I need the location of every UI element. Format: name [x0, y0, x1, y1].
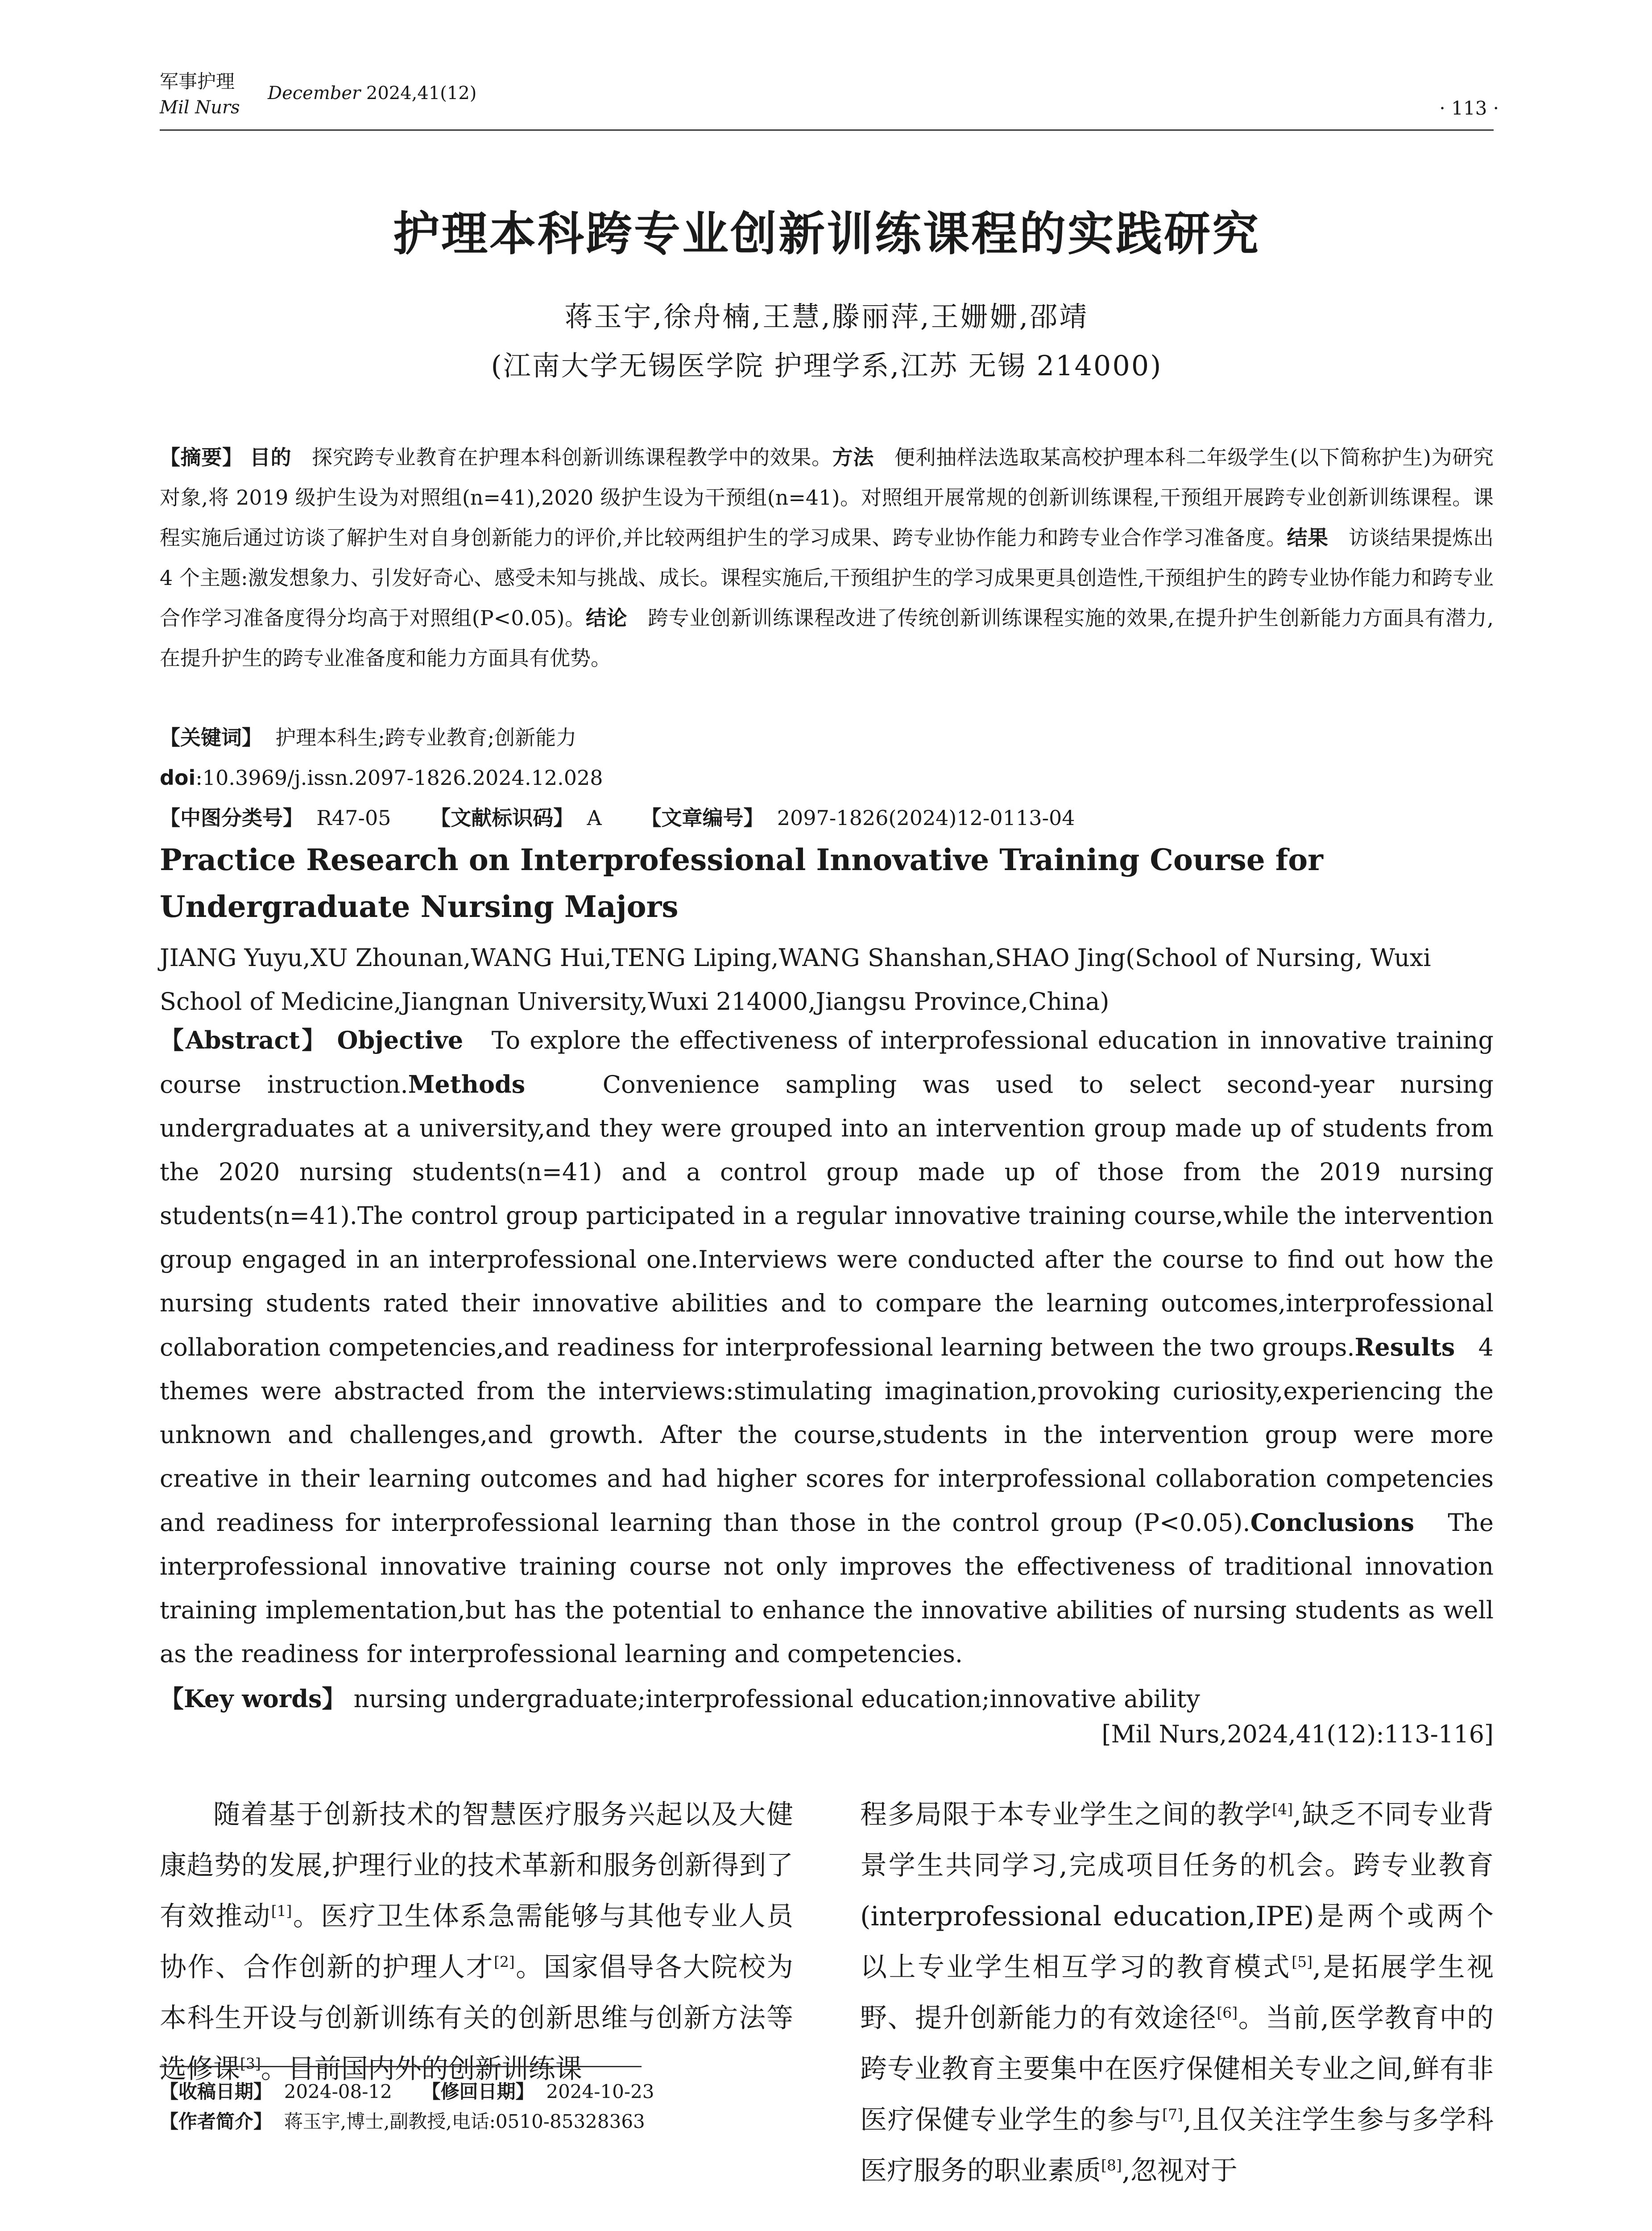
body-text: ,缺乏不同专业背景学生共同学习,完成项目任务的机会。跨专业教育(interprofessional education,IPE)是两个或两个以上专业学生相互学习的教育模式: [860, 1799, 1494, 1983]
paper-title: 护理本科跨专业创新训练课程的实践研究: [393, 207, 1260, 261]
en-keywords-label: 【Key words】: [160, 1684, 346, 1713]
reference-marker: [2]: [494, 1953, 515, 1970]
cn-abstract-label: 【摘要】: [160, 445, 243, 469]
body-text: 。当前,医学教育中的跨专业教育主要集中在医疗保健相关专业之间,鲜有非医疗保健专业学生的参与: [860, 2003, 1494, 2136]
doi-line: [160, 758, 1494, 798]
issue-date: [268, 83, 476, 104]
cn-methods-text: 便利抽样法选取某高校护理本科二年级学生(以下简称护生)为研究对象,将 2019 级护生设为对照组(n=41),2020 级护生设为干预组(n=41)。对照组开展常规的创新训练课程,干预组开展跨专业创新训练课程。课程实施后通过访谈了解护生对自身创新能力的评价,并比较两组护生的学习成果、跨专业协作能力和跨专业合作学习准备度。: [160, 445, 1494, 550]
cn-keywords-text: 护理本科生;跨专业教育;创新能力: [275, 726, 577, 750]
en-conclusions-label: Conclusions: [1250, 1508, 1415, 1537]
issue-month: December: [268, 83, 361, 104]
body-text: 随着基于创新技术的智慧医疗服务兴起以及大健康趋势的发展,护理行业的技术革新和服务创新得到了有效推动: [160, 1799, 793, 1932]
page-number: · 113 ·: [1439, 97, 1499, 119]
cn-keywords: [160, 717, 1494, 758]
en-abstract-label: 【Abstract】: [160, 1026, 328, 1054]
body-text: ,是拓展学生视野、提升创新能力的有效途径: [860, 1952, 1494, 2034]
article-no-label: 【文章编号】: [641, 806, 764, 830]
english-keywords: [160, 1677, 1494, 1721]
revised-date: 2024-10-23: [546, 2081, 654, 2102]
footnote-author: [160, 2107, 829, 2136]
reference-marker: [4]: [1272, 1800, 1293, 1818]
en-results-text: 4 themes were abstracted from the interviews:stimulating imagination,provoking curiosity,experiencing the unknown and challenges,and growth. After the course,students in the intervention group were more creative in their learning outcomes and had higher scores for interprofessional collaboration competencies and readiness for interprofessional learning than those in the control group (P<0.05).: [160, 1333, 1494, 1537]
doi-text: :10.3969/j.issn.2097-1826.2024.12.028: [195, 766, 603, 790]
en-methods-text: Convenience sampling was used to select second-year nursing undergraduates at a university,and they were grouped into an intervention group made up of students from the 2020 nursing students(n=41) and a control group made up of those from the 2019 nursing students(n=41).The control group participated in a regular innovative training course,while the intervention group engaged in an interprofessional one.Interviews were conducted after the course to find out how the nursing students rated their innovative abilities and to compare the learning outcomes,interprofessional collaboration competencies,and readiness for interprofessional learning between the two groups.: [160, 1070, 1494, 1361]
classification-line: [160, 798, 1494, 838]
cn-conclusion-label: 结论: [585, 606, 628, 630]
body-column-right: [860, 1789, 1494, 2196]
cn-results-text: 访谈结果提炼出 4 个主题:激发想象力、引发好奇心、感受未知与挑战、成长。课程实施后,干预组护生的学习成果更具创造性,干预组护生的跨专业协作能力和跨专业合作学习准备度得分均高于对照组(P<0.05)。: [160, 526, 1494, 630]
reference-marker: [1]: [271, 1902, 292, 1920]
cn-conclusion-text: 跨专业创新训练课程改进了传统创新训练课程实施的效果,在提升护生创新能力方面具有潜力,在提升护生的跨专业准备度和能力方面具有优势。: [160, 606, 1494, 670]
doc-code-label: 【文献标识码】: [430, 806, 574, 830]
doc-code-value: A: [587, 806, 602, 830]
body-column-left: [160, 1789, 793, 2094]
received-date: 2024-08-12: [284, 2081, 392, 2102]
body-text: 。国家倡导各大院校为本科生开设与创新训练有关的创新思维与创新方法等选修课: [160, 1952, 794, 2085]
cn-results-label: 结果: [1287, 526, 1329, 550]
author-bio-label: 【作者简介】: [160, 2111, 273, 2132]
header-rule: [160, 129, 1494, 131]
author-bio: 蒋玉宇,博士,副教授,电话:0510-85328363: [284, 2111, 645, 2132]
affiliation: (江南大学无锡医学院 护理学系,江苏 无锡 214000): [491, 349, 1163, 382]
en-objective-text: To explore the effectiveness of interprofessional education in innovative training course instruction.: [160, 1026, 1494, 1099]
cn-methods-label: 方法: [832, 445, 874, 469]
clc-label: 【中图分类号】: [160, 806, 303, 830]
cn-keywords-label: 【关键词】: [160, 726, 262, 750]
cn-objective-text: 探究跨专业教育在护理本科创新训练课程教学中的效果。: [312, 445, 832, 469]
cn-abstract: [160, 437, 1494, 723]
footnote-rule: [160, 2066, 642, 2067]
revised-label: 【修回日期】: [422, 2081, 534, 2102]
body-text: ,且仅关注学生参与多学科医疗服务的职业素质: [860, 2104, 1494, 2186]
received-label: 【收稿日期】: [160, 2081, 273, 2102]
journal-name-cn: 军事护理: [160, 70, 235, 92]
english-authors: JIANG Yuyu,XU Zhounan,WANG Hui,TENG Liping,WANG Shanshan,SHAO Jing(School of Nursing, Wuxi School of Medicine,Jiangnan University,Wuxi 214000,Jiangsu Province,China): [160, 944, 1431, 1016]
reference-marker: [8]: [1101, 2156, 1122, 2174]
en-objective-label: Objective: [337, 1026, 464, 1054]
reference-marker: [7]: [1162, 2106, 1183, 2123]
en-conclusions-text: The interprofessional innovative training course not only improves the effectiveness of traditional innovation training implementation,but has the potential to enhance the innovative abilities of nursing students as well as the readiness for interprofessional learning and competencies.: [160, 1509, 1494, 1668]
author-list: 蒋玉宇,徐舟楠,王慧,滕丽萍,王姗姗,邵靖: [564, 300, 1089, 333]
english-abstract: [160, 1018, 1494, 1676]
issue-number: 2024,41(12): [366, 83, 477, 104]
reference-marker: [6]: [1217, 2004, 1238, 2021]
english-title: Practice Research on Interprofessional Innovative Training Course for Undergraduate Nursing Majors: [160, 842, 1323, 924]
body-text: 。目前国内外的创新训练课: [261, 2053, 582, 2085]
reference-marker: [3]: [240, 2055, 261, 2072]
body-text: 。医疗卫生体系急需能够与其他专业人员协作、合作创新的护理人才: [160, 1901, 794, 1983]
journal-name-en: Mil Nurs: [160, 97, 240, 118]
footnote-dates: [160, 2077, 829, 2107]
en-methods-label: Methods: [408, 1070, 526, 1099]
reference-marker: [5]: [1292, 1953, 1313, 1970]
en-results-label: Results: [1354, 1333, 1455, 1361]
citation: [Mil Nurs,2024,41(12):113-116]: [1101, 1720, 1494, 1748]
clc-value: R47-05: [316, 806, 391, 830]
en-keywords-text: nursing undergraduate;interprofessional education;innovative ability: [353, 1685, 1200, 1713]
body-text: 程多局限于本专业学生之间的教学: [860, 1799, 1272, 1830]
body-text: ,忽视对于: [1122, 2155, 1238, 2186]
article-no-value: 2097-1826(2024)12-0113-04: [777, 806, 1075, 830]
doi-label: doi: [160, 766, 196, 790]
cn-objective-label: 目的: [249, 445, 292, 469]
